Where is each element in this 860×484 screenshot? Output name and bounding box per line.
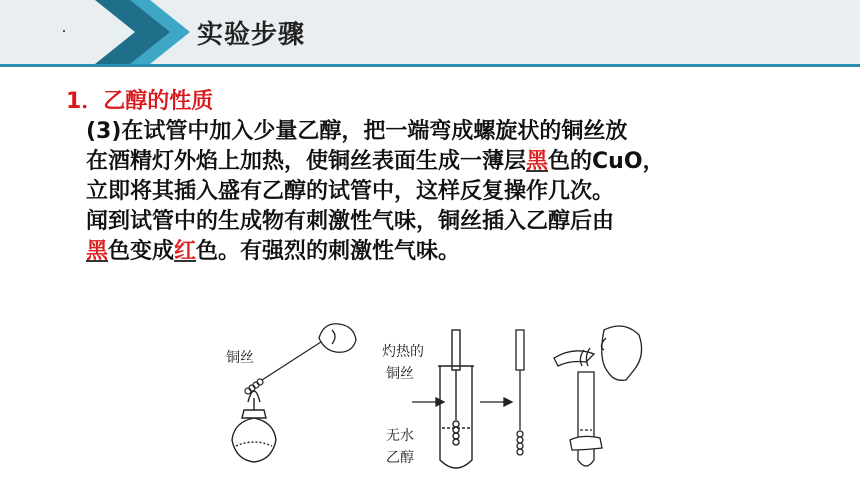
highlight-black: 黑 [86,239,109,264]
person-smelling-icon [554,326,642,466]
test-tube-icon [438,330,474,468]
text-segment: 色。有强烈的刺激性气味。 [196,239,461,264]
arrow-icon [412,398,512,406]
text-segment: 在酒精灯外焰上加热，使铜丝表面生成一薄层 [86,149,527,174]
highlight-black: 黑 [526,149,549,174]
experiment-illustration [214,310,654,480]
label-ethanol-1: 无水 [386,428,414,444]
bullet-dot [63,30,65,32]
text-segment: 色的CuO， [548,149,665,174]
page-title: 实验步骤 [197,20,306,50]
chevron-decoration-icon [0,0,190,64]
alcohol-lamp-icon [232,391,276,462]
label-heated-wire-1: 灼热的 [382,344,424,360]
header-divider [0,64,860,67]
label-copper-wire: 铜丝 [226,350,254,366]
label-heated-wire-2: 铜丝 [386,366,414,382]
hand-icon [319,324,356,352]
text-line-4: 闻到试管中的生成物有刺激性气味，铜丝插入乙醇后由 [86,209,615,234]
text-line-1: (3)在试管中加入少量乙醇，把一端弯成螺旋状的铜丝放 [86,119,628,144]
section-heading: 1．乙醇的性质 [66,89,214,114]
copper-wire-coil-icon [245,340,324,394]
text-line-5 [86,237,786,267]
highlight-red: 红 [174,239,197,264]
text-segment: 色变成 [108,239,175,264]
text-line-2 [86,147,786,177]
experiment-description [86,117,786,267]
copper-wire-icon [516,330,524,455]
text-line-3: 立即将其插入盛有乙醇的试管中，这样反复操作几次。 [86,179,615,204]
label-ethanol-2: 乙醇 [386,450,414,466]
